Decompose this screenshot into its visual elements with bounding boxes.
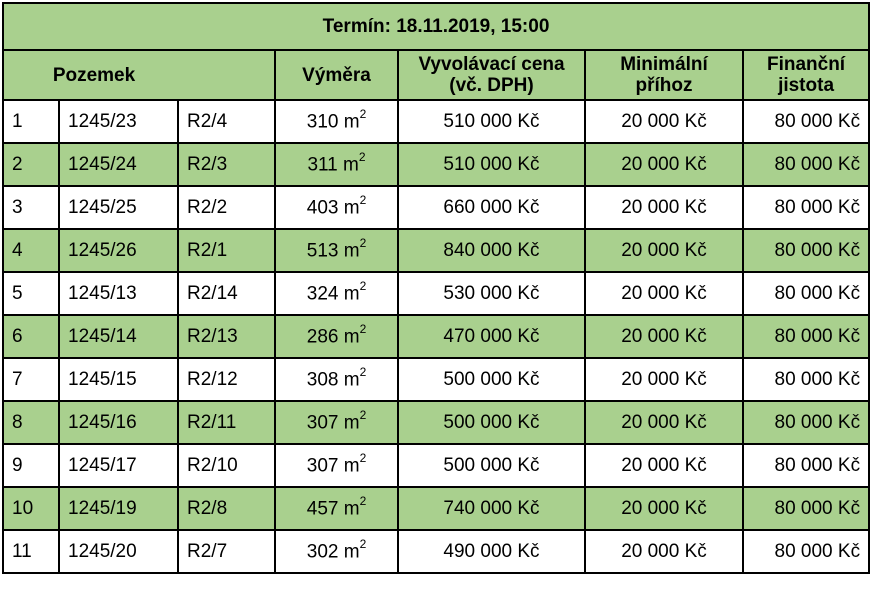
table-row [3, 358, 869, 401]
row-number: 4 [3, 229, 59, 272]
starting-price: 500 000 Kč [398, 358, 585, 401]
area-value: 310 [306, 111, 339, 133]
header-prihoz-line2: příhoz [635, 75, 693, 96]
auction-table [2, 2, 870, 574]
area-unit-exponent: 2 [359, 193, 367, 208]
financial-deposit: 80 000 Kč [743, 229, 869, 272]
plot-code: R2/11 [178, 401, 275, 444]
plot-code: R2/12 [178, 358, 275, 401]
financial-deposit: 80 000 Kč [743, 186, 869, 229]
financial-deposit: 80 000 Kč [743, 530, 869, 573]
table-row [3, 487, 869, 530]
area-unit-exponent: 2 [359, 279, 367, 294]
minimum-increment: 20 000 Kč [585, 272, 743, 315]
minimum-increment: 20 000 Kč [585, 358, 743, 401]
header-jistota-line2: jistota [778, 75, 835, 96]
plot-area [275, 315, 398, 358]
parcel-number: 1245/13 [59, 272, 178, 315]
table-row [3, 530, 869, 573]
area-unit: m [343, 498, 360, 520]
plot-code: R2/1 [178, 229, 275, 272]
plot-code: R2/7 [178, 530, 275, 573]
minimum-increment: 20 000 Kč [585, 487, 743, 530]
row-number: 9 [3, 444, 59, 487]
parcel-number: 1245/26 [59, 229, 178, 272]
starting-price: 510 000 Kč [398, 100, 585, 143]
row-number: 7 [3, 358, 59, 401]
financial-deposit: 80 000 Kč [743, 401, 869, 444]
header-cena-line2: (vč. DPH) [449, 75, 534, 96]
row-number: 5 [3, 272, 59, 315]
parcel-number: 1245/25 [59, 186, 178, 229]
area-unit-exponent: 2 [359, 451, 367, 466]
row-number: 11 [3, 530, 59, 573]
area-value: 403 [306, 197, 339, 219]
table-body [3, 100, 869, 573]
table-row [3, 100, 869, 143]
parcel-number: 1245/17 [59, 444, 178, 487]
area-value: 513 [306, 240, 339, 262]
starting-price: 840 000 Kč [398, 229, 585, 272]
plot-area [275, 358, 398, 401]
area-unit: m [343, 541, 360, 563]
plot-code: R2/3 [178, 143, 275, 186]
row-number: 6 [3, 315, 59, 358]
header-jistota-line1: Finanční [766, 54, 846, 75]
financial-deposit: 80 000 Kč [743, 272, 869, 315]
plot-area [275, 186, 398, 229]
header-cena-line1: Vyvolávací cena [418, 54, 565, 75]
area-unit: m [343, 240, 360, 262]
financial-deposit: 80 000 Kč [743, 100, 869, 143]
table-row [3, 401, 869, 444]
plot-area [275, 143, 398, 186]
area-value: 286 [306, 326, 339, 348]
plot-code: R2/10 [178, 444, 275, 487]
minimum-increment: 20 000 Kč [585, 186, 743, 229]
parcel-number: 1245/14 [59, 315, 178, 358]
header-cena [398, 50, 585, 100]
header-prihoz [585, 50, 743, 100]
starting-price: 500 000 Kč [398, 444, 585, 487]
financial-deposit: 80 000 Kč [743, 487, 869, 530]
minimum-increment: 20 000 Kč [585, 229, 743, 272]
row-number: 2 [3, 143, 59, 186]
parcel-number: 1245/23 [59, 100, 178, 143]
row-number: 3 [3, 186, 59, 229]
area-value: 307 [306, 412, 339, 434]
area-value: 324 [306, 283, 339, 305]
financial-deposit: 80 000 Kč [743, 143, 869, 186]
area-unit: m [343, 326, 360, 348]
area-unit-exponent: 2 [359, 365, 367, 380]
area-unit: m [343, 283, 360, 305]
minimum-increment: 20 000 Kč [585, 530, 743, 573]
starting-price: 740 000 Kč [398, 487, 585, 530]
starting-price: 510 000 Kč [398, 143, 585, 186]
plot-code: R2/14 [178, 272, 275, 315]
minimum-increment: 20 000 Kč [585, 100, 743, 143]
area-value: 308 [306, 369, 339, 391]
area-unit-exponent: 2 [359, 322, 367, 337]
area-value: 302 [306, 541, 339, 563]
plot-code: R2/8 [178, 487, 275, 530]
plot-code: R2/2 [178, 186, 275, 229]
table-row [3, 315, 869, 358]
starting-price: 660 000 Kč [398, 186, 585, 229]
starting-price: 530 000 Kč [398, 272, 585, 315]
starting-price: 490 000 Kč [398, 530, 585, 573]
parcel-number: 1245/24 [59, 143, 178, 186]
area-unit-exponent: 2 [358, 150, 366, 165]
parcel-number: 1245/19 [59, 487, 178, 530]
minimum-increment: 20 000 Kč [585, 444, 743, 487]
table-row [3, 186, 869, 229]
parcel-number: 1245/15 [59, 358, 178, 401]
area-unit: m [343, 111, 360, 133]
row-number: 8 [3, 401, 59, 444]
financial-deposit: 80 000 Kč [743, 315, 869, 358]
area-unit-exponent: 2 [359, 236, 367, 251]
area-unit: m [343, 412, 360, 434]
parcel-number: 1245/20 [59, 530, 178, 573]
plot-area [275, 444, 398, 487]
area-unit: m [343, 455, 360, 477]
area-unit-exponent: 2 [359, 537, 367, 552]
plot-area [275, 272, 398, 315]
area-unit-exponent: 2 [359, 494, 367, 509]
row-number: 10 [3, 487, 59, 530]
header-pozemek: Pozemek [3, 50, 275, 100]
starting-price: 500 000 Kč [398, 401, 585, 444]
auction-date-title: Termín: 18.11.2019, 15:00 [3, 3, 869, 50]
header-vymera: Výměra [275, 50, 398, 100]
plot-code: R2/4 [178, 100, 275, 143]
plot-code: R2/13 [178, 315, 275, 358]
area-value: 307 [306, 455, 339, 477]
area-value: 311 [307, 154, 338, 176]
area-unit-exponent: 2 [359, 107, 367, 122]
area-unit: m [343, 369, 360, 391]
area-unit: m [343, 154, 359, 176]
header-jistota [743, 50, 869, 100]
minimum-increment: 20 000 Kč [585, 143, 743, 186]
plot-area [275, 401, 398, 444]
parcel-number: 1245/16 [59, 401, 178, 444]
minimum-increment: 20 000 Kč [585, 401, 743, 444]
area-value: 457 [306, 498, 339, 520]
table-row [3, 444, 869, 487]
plot-area [275, 530, 398, 573]
table-row [3, 272, 869, 315]
plot-area [275, 487, 398, 530]
row-number: 1 [3, 100, 59, 143]
area-unit-exponent: 2 [359, 408, 367, 423]
starting-price: 470 000 Kč [398, 315, 585, 358]
minimum-increment: 20 000 Kč [585, 315, 743, 358]
plot-area [275, 100, 398, 143]
table-row [3, 143, 869, 186]
header-row [3, 50, 869, 100]
financial-deposit: 80 000 Kč [743, 358, 869, 401]
plot-area [275, 229, 398, 272]
financial-deposit: 80 000 Kč [743, 444, 869, 487]
area-unit: m [343, 197, 360, 219]
table-row [3, 229, 869, 272]
header-prihoz-line1: Minimální [620, 54, 708, 75]
